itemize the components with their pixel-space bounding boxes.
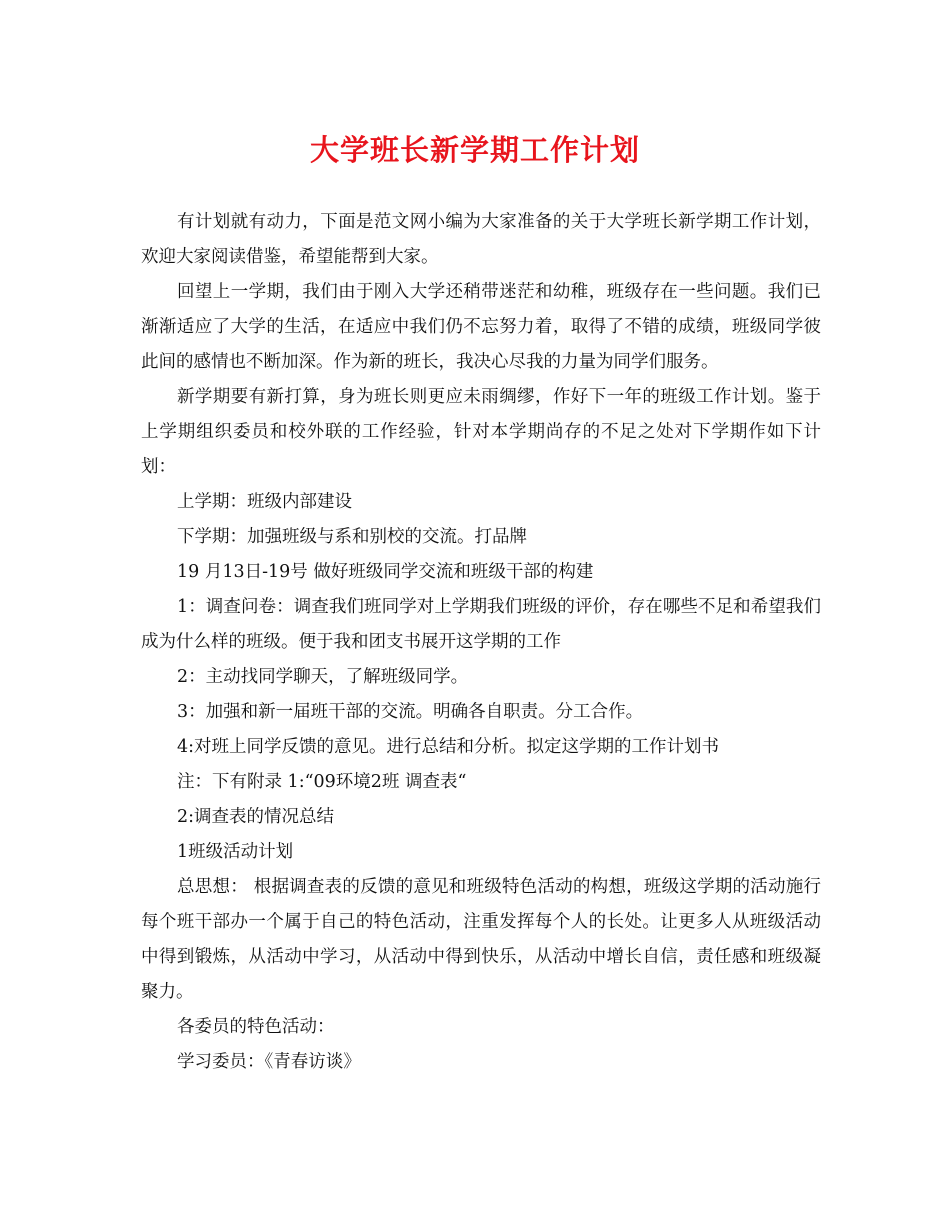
paragraph-study-committee: 学习委员：《青春访谈》 [177, 1052, 361, 1072]
paragraph-next-term: 下学期：加强班级与系和别校的交流。打品牌 [177, 527, 527, 547]
paragraph-item-2: 2：主动找同学聊天，了解班级同学。 [177, 667, 469, 687]
paragraph-note: 注：下有附录 1:“09环境2班 调查表“ [177, 772, 467, 792]
paragraph-last-term: 上学期：班级内部建设 [177, 492, 352, 512]
paragraph-activity-plan: 1班级活动计划 [177, 842, 294, 862]
paragraph-general-idea: 总思想： 根据调查表的反馈的意见和班级特色活动的构想，班级这学期的活动施行每个班干部办一个属于自己的特色活动，注重发挥每个人的长处。让更多人从班级活动中得到锻炼，从活动中学习，从活动中得到快乐，从活动中增长自信，责任感和班级凝聚力。 [141, 877, 821, 1002]
document-title: 大学班长新学期工作计划 [309, 133, 640, 167]
paragraph-survey-summary: 2:调查表的情况总结 [177, 807, 335, 827]
paragraph-schedule: 19 月13日-19号 做好班级同学交流和班级干部的构建 [177, 562, 594, 582]
document-body [141, 205, 821, 1080]
paragraph-plan-intro: 新学期要有新打算，身为班长则更应未雨绸缪，作好下一年的班级工作计划。鉴于上学期组织委员和校外联的工作经验，针对本学期尚存的不足之处对下学期作如下计划： [141, 387, 821, 477]
paragraph-item-1: 1：调查问卷：调查我们班同学对上学期我们班级的评价，存在哪些不足和希望我们成为什么样的班级。便于我和团支书展开这学期的工作 [141, 597, 821, 652]
paragraph-item-3: 3：加强和新一届班干部的交流。明确各自职责。分工合作。 [177, 702, 644, 722]
paragraph-intro: 有计划就有动力，下面是范文网小编为大家准备的关于大学班长新学期工作计划，欢迎大家阅读借鉴，希望能帮到大家。 [141, 212, 821, 267]
paragraph-item-4: 4:对班上同学反馈的意见。进行总结和分析。拟定这学期的工作计划书 [177, 737, 720, 757]
paragraph-committee-activities: 各委员的特色活动： [177, 1017, 335, 1037]
paragraph-review: 回望上一学期，我们由于刚入大学还稍带迷茫和幼稚，班级存在一些问题。我们已渐渐适应了大学的生活，在适应中我们仍不忘努力着，取得了不错的成绩，班级同学彼此间的感情也不断加深。作为新的班长，我决心尽我的力量为同学们服务。 [141, 282, 821, 372]
